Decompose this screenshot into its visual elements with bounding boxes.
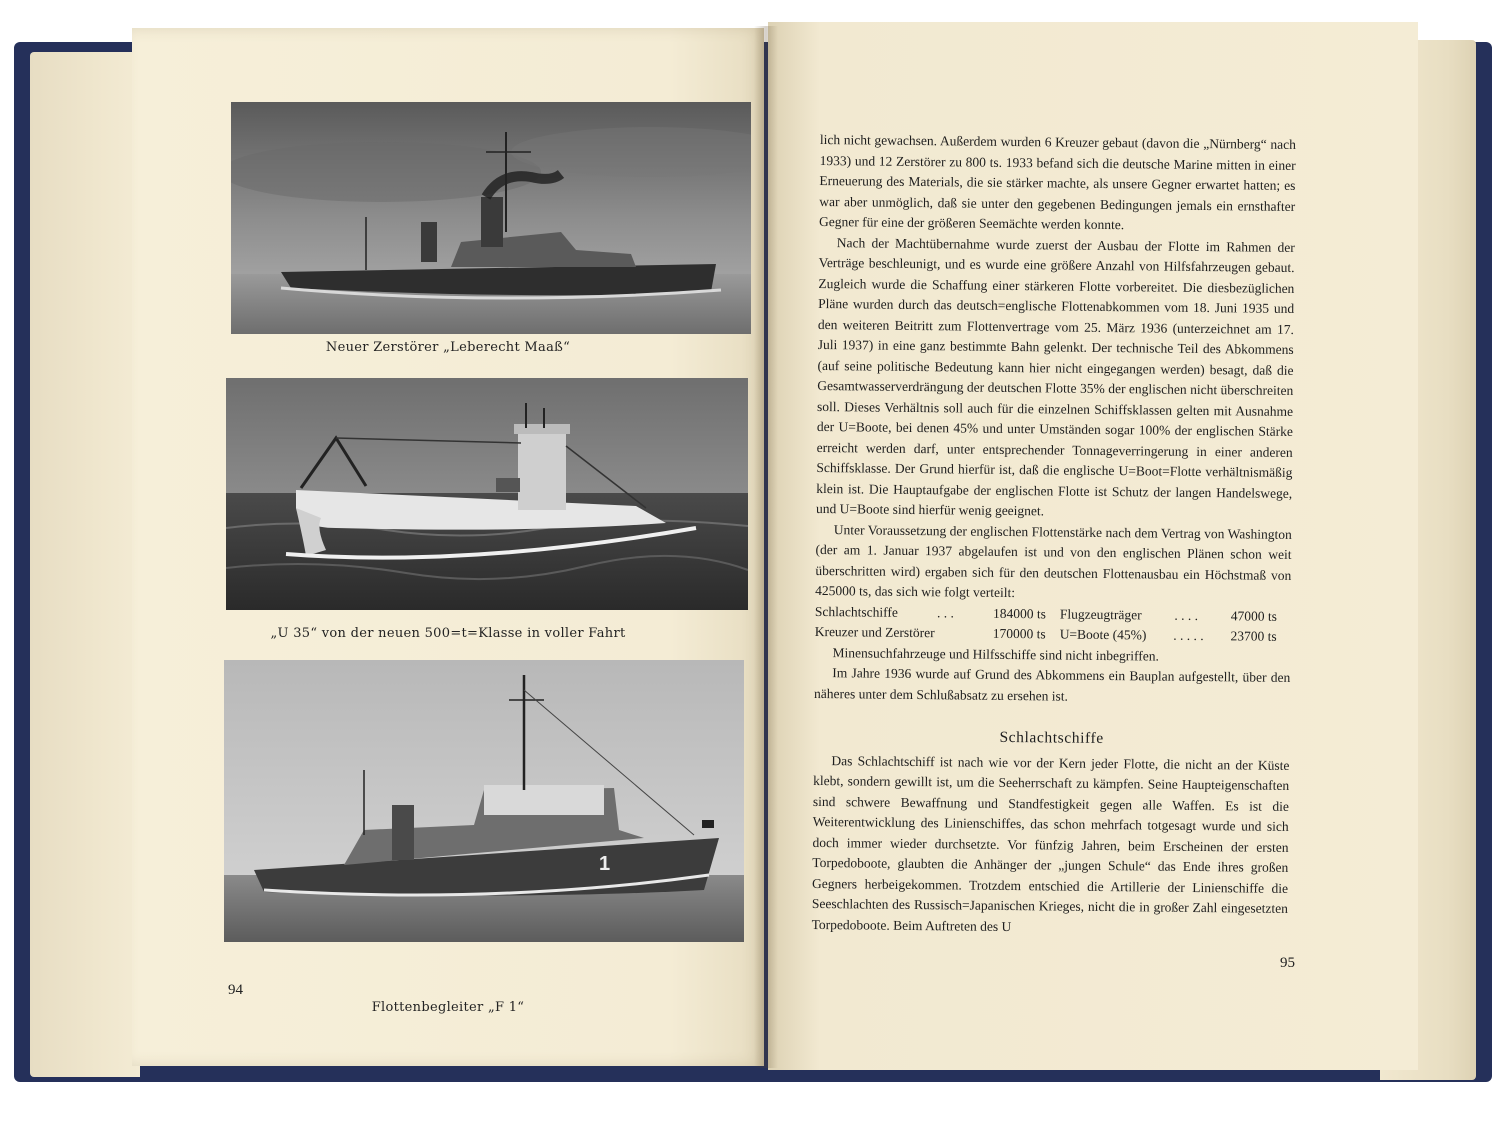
page-number-right: 95 <box>1280 955 1295 971</box>
escort-ship-photo <box>224 660 744 942</box>
destroyer-photo <box>231 102 751 334</box>
fleet-label: U=Boote (45%) <box>1059 626 1147 643</box>
hull-number: 1 <box>599 853 611 875</box>
paragraph-4: Minensuchfahrzeuge und Hilfsschiffe sind nicht inbegriffen. <box>832 644 1160 664</box>
paragraph-5: Im Jahre 1936 wurde auf Grund des Abkommens ein Bauplan aufgestellt, über den näheres unter dem Schlußabsatz zu ersehen ist. <box>814 665 1291 704</box>
page-edges-left <box>30 52 140 1077</box>
section-heading: Schlachtschiffe <box>999 728 1104 748</box>
caption-submarine: „U 35“ von der neuen 500=t=Klasse in voller Fahrt <box>270 626 626 641</box>
fleet-row <box>1060 625 1291 648</box>
fleet-row <box>815 622 1060 645</box>
fleet-label: Schlachtschiffe <box>814 603 899 620</box>
fleet-label: Flugzeugträger <box>1059 606 1142 622</box>
fleet-value: 47000 ts <box>1230 607 1278 624</box>
fleet-row <box>815 601 1060 624</box>
fleet-value: 170000 ts <box>992 625 1046 642</box>
fleet-leader: . . . . <box>1174 607 1199 623</box>
right-page-text <box>812 130 1296 940</box>
paragraph-1: lich nicht gewachsen. Außerdem wurden 6 Kreuzer gebaut (davon die „Nürnberg“ nach 1933) und 12 Zerstörer zu 800 ts. 1933 befand sich die deutsche Marine mitten in einer Erneuerung des Materials, die sie stärker machte, als unsere Gegner erwartet hatten; es war aber unmöglich, daß sie unter den gegebenen Bedingungen jemals ein ernsthafter Gegner für eine der größeren Seemächte werden konnte. <box>818 131 1296 233</box>
page-number-left: 94 <box>228 982 243 998</box>
fleet-leader: . . . . . <box>1173 627 1204 644</box>
fleet-row <box>1060 604 1291 627</box>
paragraph-2: Nach der Machtübernahme wurde zuerst der Ausbau der Flotte im Rahmen der Verträge beschleunigt, und es wurde eine größere Anzahl von Hilfsfahrzeugen gebaut. Zugleich wurde die Schaffung einer stärkeren Flotte vorbereitet. Die diesbezüglichen Pläne wurden durch das deutsch=englische Flottenabkommen vom 18. Juni 1935 und den weiteren Beitritt zum Flottenvertrage vom 25. März 1936 (unterzeichnet am 17. Juli 1937) in eine ganz bestimmte Bahn gelenkt. Der technische Teil des Abkommens (auf seine politische Bedeutung kann hier nicht eingegangen werden) besagt, daß die Gesamtwasserverdrängung der deutschen Flotte 35% der englischen nicht überschreiten soll. Dieses Verhältnis soll auch für die einzelnen Schiffsklassen gelten mit Ausnahme der U=Boote, bei denen 45% und unter Umständen sogar 100% der englischen Stärke erreicht werden darf, unter entsprechender Tonnageverringerung in einer anderen Schiffsklasse. Der Grund hierfür ist, daß die englische U=Boot=Flotte verhältnismäßig klein ist. Die Hauptaufgabe der englischen Flotte ist Schutz der langen Handelswege, und U=Boote sind hierfür wenig geeignet. <box>815 234 1295 519</box>
fleet-value: 23700 ts <box>1230 628 1277 644</box>
fleet-leader: . . . <box>936 604 955 620</box>
fleet-value: 184000 ts <box>992 605 1047 621</box>
gutter-shadow <box>754 26 778 1068</box>
fleet-label: Kreuzer und Zerstörer <box>814 623 935 641</box>
submarine-photo <box>226 378 748 610</box>
fleet-allocation-table <box>815 601 1291 647</box>
paragraph-6: Das Schlachtschiff ist nach wie vor der Kern jeder Flotte, die nicht an der Küste klebt, sondern gewillt ist, um die Seeherrschaft zu kämpfen. Seine Haupteigenschaften sind schwere Bewaffnung und Standfestigkeit gegen alle Waffen. Es ist die Weiterentwicklung des Linienschiffes, das schon mehrfach totgesagt wurde und sich doch immer wieder durchsetzte. Vor fünfzig Jahren, beim Erscheinen der ersten Torpedoboote, glaubten die Anhänger der „jungen Schule“ das Ende ihres großen Gegners herbeigekommen. Trotzdem entschied die Artillerie der Linienschiffe die Seeschlachten des Russisch=Japanischen Krieges, nicht die in großer Zahl eingesetzten Torpedoboote. Beim Auftreten des U <box>811 752 1290 934</box>
paragraph-3: Unter Voraussetzung der englischen Flottenstärke nach dem Vertrag von Washington (der am 1. Januar 1937 abgelaufen ist und von den englischen Plänen schon weit überschritten wird) ergaben sich für den deutschen Flottenausbau ein Höchstmaß von 425000 ts, das sich wie folgt verteilt: <box>815 521 1292 601</box>
caption-destroyer: Neuer Zerstörer „Leberecht Maaß“ <box>325 340 571 355</box>
caption-escort: Flottenbegleiter „F 1“ <box>371 1000 525 1015</box>
left-page <box>132 28 764 1066</box>
